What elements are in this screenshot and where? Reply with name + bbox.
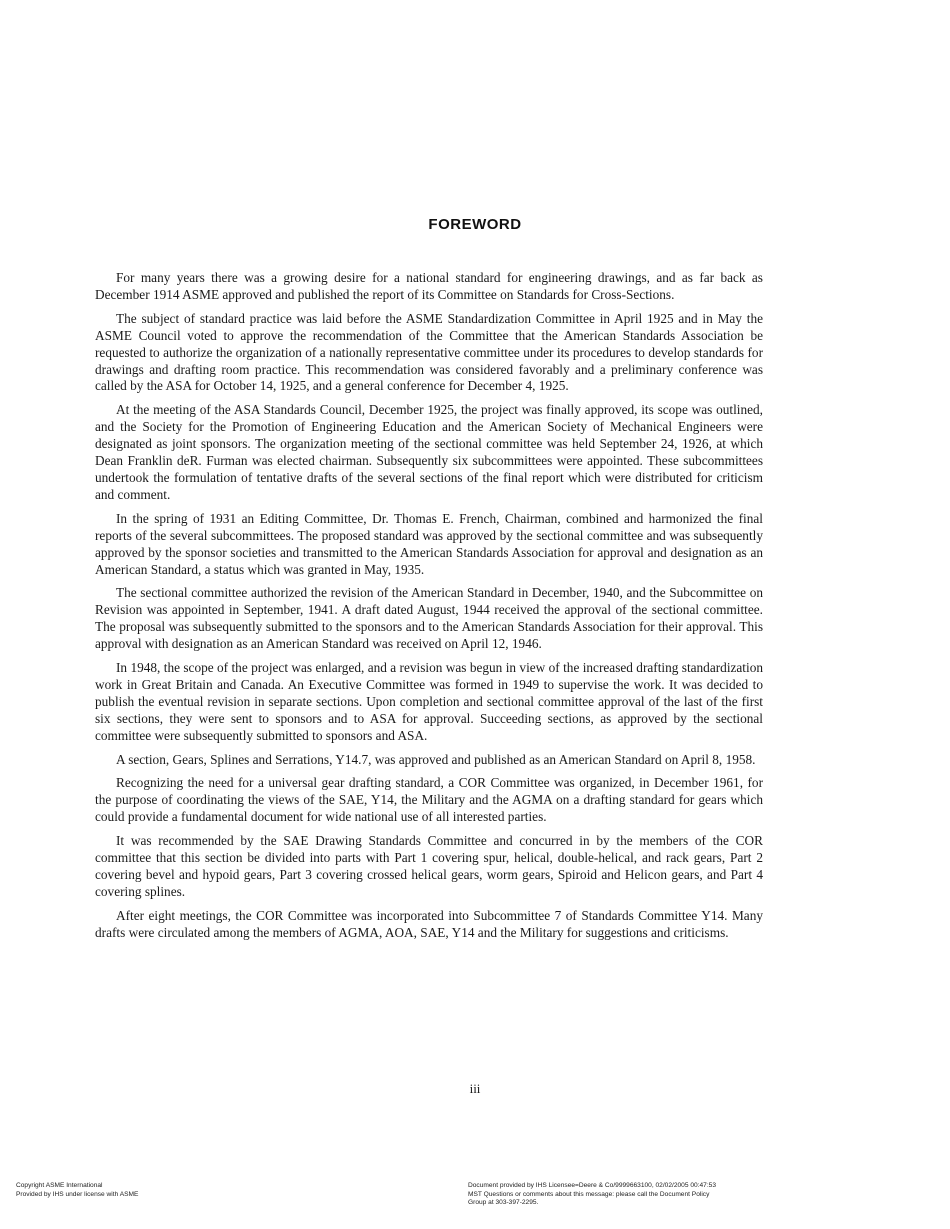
paragraph: Recognizing the need for a universal gear drafting standard, a COR Committee was organized, in December 1961, for the purpose of coordinating the views of the SAE, Y14, the Military and the AGMA on a drafting standard for gears which could provide a fundamental document for wide national use of all interested parties. — [95, 775, 763, 825]
footer-copyright — [16, 1182, 276, 1199]
footer-license-notice — [468, 1182, 798, 1208]
paragraph: The subject of standard practice was laid before the ASME Standardization Committee in April 1925 and in May the ASME Council voted to approve the recommendation of the Committee that the American Standards Association be requested to authorize the organization of a nationally representative committee under its procedures to develop standards for drawings and drafting room practice. This recommendation was considered favorably and a preliminary conference was called by the ASA for October 14, 1925, and a general conference for December 4, 1925. — [95, 310, 763, 394]
page-number: iii — [469, 1081, 481, 1096]
paragraph: After eight meetings, the COR Committee was incorporated into Subcommittee 7 of Standards Committee Y14. Many drafts were circulated among the members of AGMA, AOA, SAE, Y14 and the Military for suggestions and criticisms. — [95, 907, 763, 940]
foreword-body — [95, 270, 763, 949]
paragraph: A section, Gears, Splines and Serrations, Y14.7, was approved and published as an American Standard on April 8, 1958. — [116, 751, 756, 767]
footer-line: Group at 303-397-2295. — [468, 1199, 539, 1207]
footer-line: MST Questions or comments about this message: please call the Document Policy — [468, 1190, 710, 1198]
page-title: FOREWORD — [428, 216, 522, 233]
paragraph: For many years there was a growing desire for a national standard for engineering drawings, and as far back as December 1914 ASME approved and published the report of its Committee on Standards for Cross-Sections. — [95, 270, 763, 302]
paragraph: It was recommended by the SAE Drawing Standards Committee and concurred in by the members of the COR committee that this section be divided into parts with Part 1 covering spur, helical, double-helical, and rack gears, Part 2 covering bevel and hypoid gears, Part 3 covering crossed helical gears, worm gears, Spiroid and Helicon gears, and Part 4 covering splines. — [95, 833, 763, 899]
footer-line: Provided by IHS under license with ASME — [16, 1190, 139, 1198]
paragraph: In the spring of 1931 an Editing Committee, Dr. Thomas E. French, Chairman, combined and harmonized the final reports of the several subcommittees. The proposed standard was approved by the sectional committee and was subsequently approved by the sponsor societies and transmitted to the American Standards Association for approval and designation as an American Standard, a status which was granted in May, 1935. — [95, 510, 763, 577]
paragraph: The sectional committee authorized the revision of the American Standard in December, 1940, and the Subcommittee on Revision was appointed in September, 1941. A draft dated August, 1944 received the approval of the sectional committee. The proposal was subsequently submitted to the sponsors and to the American Standards Association for their approval. This approval with designation as an American Standard was received on April 12, 1946. — [95, 585, 763, 652]
paragraph: In 1948, the scope of the project was enlarged, and a revision was begun in view of the increased drafting standardization work in Great Britain and Canada. An Executive Committee was formed in 1949 to supervise the work. It was decided to publish the eventual revision in separate sections. Upon completion and sectional committee approval of the last of the first six sections, they were sent to sponsors and to ASA for approval. Succeeding sections, as approved by the sectional committee were subsequently submitted to sponsors and ASA. — [95, 660, 763, 743]
footer-line: Copyright ASME International — [16, 1182, 103, 1189]
paragraph: At the meeting of the ASA Standards Council, December 1925, the project was finally approved, its scope was outlined, and the Society for the Promotion of Engineering Education and the American Society of Mechanical Engineers were designated as joint sponsors. The organization meeting of the sectional committee was held September 24, 1926, at which Dean Franklin deR. Furman was elected chairman. Subsequently six subcommittees were appointed. These subcommittees undertook the formulation of tentative drafts of the several sections of the final report which were distributed for criticism and comment. — [95, 402, 763, 502]
footer-line: Document provided by IHS Licensee=Deere & Co/9999663100, 02/02/2005 00:47:53 — [468, 1182, 716, 1189]
